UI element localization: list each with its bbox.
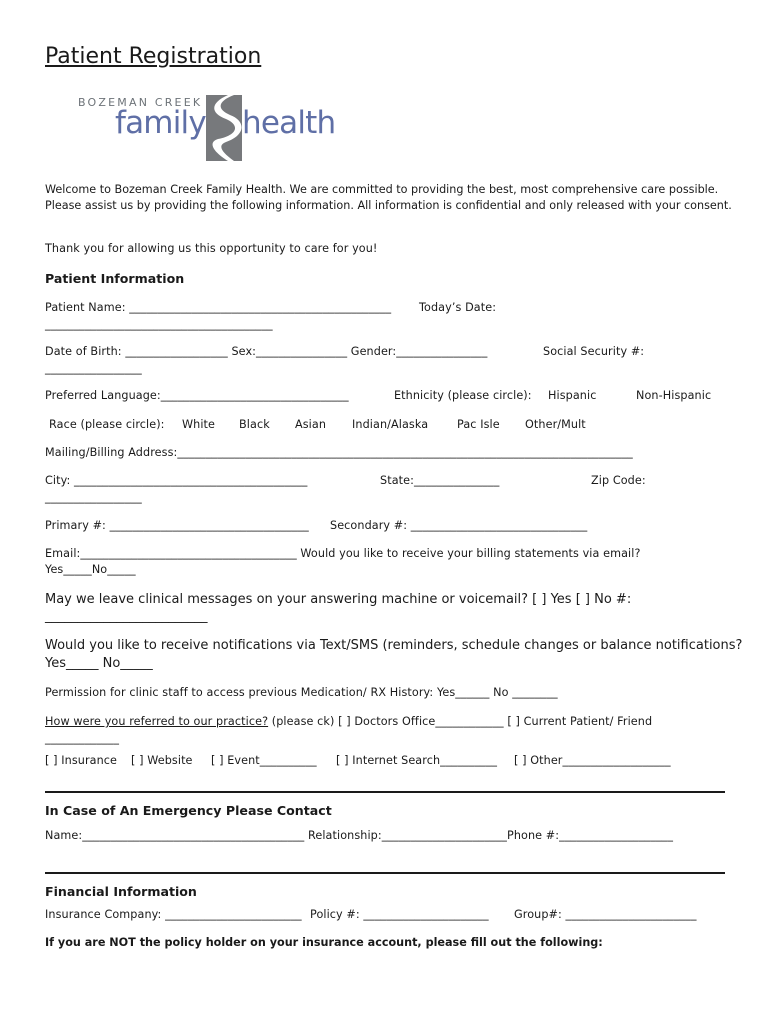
race-option[interactable]: Other/Mult [525,418,586,431]
referral-internet-checkbox[interactable]: [ ] Internet Search__________ [336,754,498,767]
city-field[interactable]: City: _________________________________________ [45,474,308,487]
zip-label: Zip Code: [591,474,646,487]
emergency-contact-field[interactable]: Name:_______________________________________ Relationship:______________________Phone #:____________________ [45,829,674,842]
ssn-label: Social Security #: [543,345,645,358]
logo-word-health: health [242,105,336,141]
referral-friend-field[interactable]: _____________ [45,732,120,745]
policy-number-field[interactable]: Policy #: ______________________ [310,908,489,921]
rx-permission-field[interactable]: Permission for clinic staff to access previous Medication/ RX History: Yes______ No ________ [45,686,558,699]
email-field[interactable]: Email:______________________________________ Would you like to receive your billing statements via email? [45,547,641,560]
voicemail-number-field[interactable]: _________________________ [45,609,208,624]
policy-holder-note: If you are NOT the policy holder on your insurance account, please fill out the following: [45,936,603,949]
referral-options[interactable]: (please ck) [ ] Doctors Office____________ [ ] Current Patient/ Friend [268,715,653,728]
race-option[interactable]: Asian [295,418,327,431]
referral-insurance-checkbox[interactable]: [ ] Insurance [45,754,118,767]
todays-date-label: Today’s Date: [419,301,497,314]
race-option[interactable]: White [182,418,216,431]
logo-top-text: BOZEMAN CREEK [78,96,203,109]
race-option[interactable]: Pac Isle [457,418,500,431]
ethnicity-option-hispanic[interactable]: Hispanic [548,389,597,402]
patient-name-field[interactable]: Patient Name: ______________________________________________ [45,301,392,314]
todays-date-field[interactable]: ________________________________________ [45,318,273,331]
sms-question: Would you like to receive notifications via Text/SMS (reminders, schedule changes or balance notifications? [45,638,743,653]
preferred-language-field[interactable]: Preferred Language:_________________________________ [45,389,349,402]
race-option[interactable]: Black [239,418,270,431]
sms-yes-no[interactable]: Yes_____ No_____ [45,656,153,671]
page-title: Patient Registration [45,44,262,69]
section-divider [45,872,725,874]
referral-other-checkbox[interactable]: [ ] Other___________________ [514,754,671,767]
group-number-field[interactable]: Group#: _______________________ [514,908,697,921]
secondary-phone-field[interactable]: Secondary #: _______________________________ [330,519,588,532]
zip-field[interactable]: _________________ [45,491,142,504]
referral-event-checkbox[interactable]: [ ] Event__________ [211,754,317,767]
logo-word-family: family [115,105,206,141]
insurance-company-field[interactable]: Insurance Company: ________________________ [45,908,302,921]
intro-paragraph: Welcome to Bozeman Creek Family Health. We are committed to providing the best, most comprehensive care possible. Please assist us by providing the following information. All information is confidential and only released with your consent. [45,183,732,212]
voicemail-question[interactable]: May we leave clinical messages on your answering machine or voicemail? [ ] Yes [ ] No #: [45,592,632,607]
thanks-text: Thank you for allowing us this opportunity to care for you! [45,242,378,255]
section-divider [45,791,725,793]
referral-question-label: How were you referred to our practice? [45,715,269,728]
clinic-logo [78,94,338,166]
state-field[interactable]: State:_______________ [380,474,500,487]
patient-info-heading: Patient Information [45,271,185,286]
ssn-field[interactable]: _________________ [45,362,142,375]
dob-sex-gender-field[interactable]: Date of Birth: __________________ Sex:________________ Gender:________________ [45,345,488,358]
race-label: Race (please circle): [49,418,165,431]
email-billing-yes-no[interactable]: Yes_____No_____ [45,563,136,576]
referral-question [45,715,652,728]
ethnicity-option-non-hispanic[interactable]: Non-Hispanic [636,389,712,402]
emergency-heading: In Case of An Emergency Please Contact [45,803,332,818]
referral-website-checkbox[interactable]: [ ] Website [131,754,193,767]
race-option[interactable]: Indian/Alaska [352,418,429,431]
creek-mark-icon [206,95,242,161]
financial-heading: Financial Information [45,884,197,899]
address-field[interactable]: Mailing/Billing Address:________________________________________________________________________________ [45,446,633,459]
ethnicity-label: Ethnicity (please circle): [394,389,532,402]
primary-phone-field[interactable]: Primary #: ___________________________________ [45,519,309,532]
